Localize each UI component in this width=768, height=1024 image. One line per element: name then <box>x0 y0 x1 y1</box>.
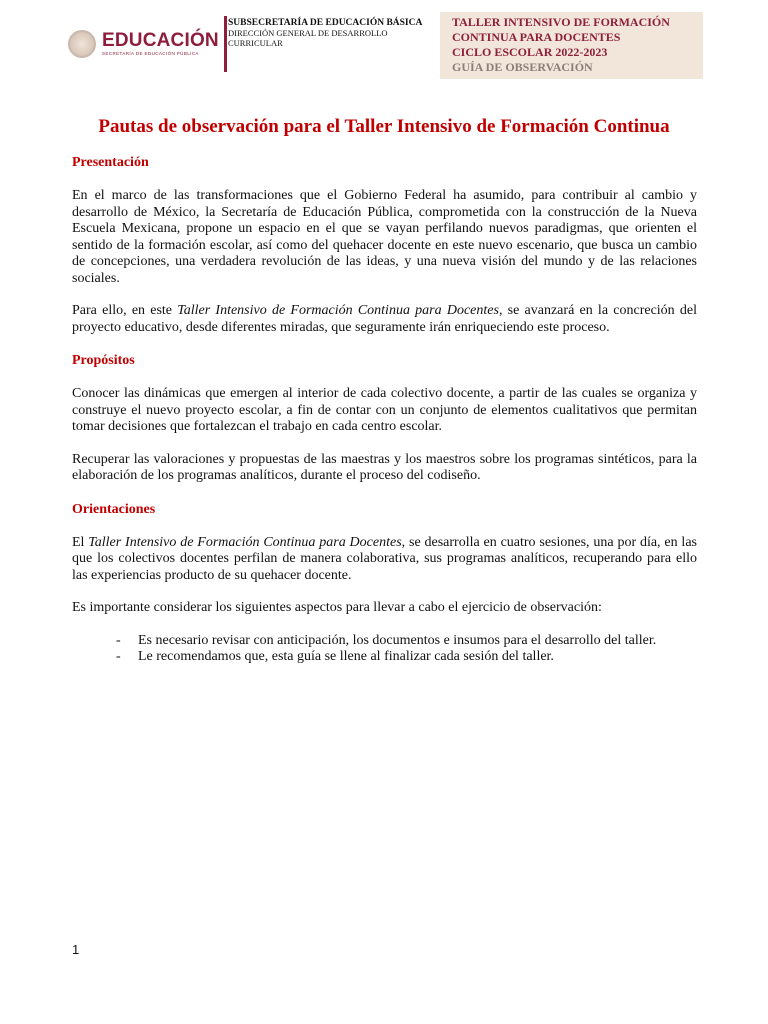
propositos-paragraph-2: Recuperar las valoraciones y propuestas de las maestras y los maestros sobre los programas sintéticos, para la elaboración de los programas analíticos, durante el proceso del codiseño. <box>72 451 697 483</box>
taller-line-3: CICLO ESCOLAR 2022-2023 <box>452 45 608 59</box>
document-title: Pautas de observación para el Taller Intensivo de Formación Continua <box>98 116 670 137</box>
presentacion-paragraph-1: En el marco de las transformaciones que el Gobierno Federal ha asumido, para contribuir al cambio y desarrollo de México, la Secretaría de Educación Pública, comprometida con la construcción de la Nueva Escuela Mexicana, propone un espacio en el que se vayan perfilando nuevos paradigmas, que orienten el sentido de la formación escolar, así como del quehacer docente en este nuevo escenario, que busca un cambio de concepciones, una verdadera revolución de las ideas, y una nueva visión del mundo y de las relaciones sociales. <box>72 188 697 286</box>
bullet-dash: - <box>116 649 121 664</box>
heading-propositos: Propósitos <box>72 353 135 368</box>
heading-presentacion: Presentación <box>72 155 149 170</box>
list-item <box>72 633 697 650</box>
p2-text-before: Para ello, en este <box>72 303 178 318</box>
o1-italic-title: Taller Intensivo de Formación Continua para Docentes <box>88 534 402 550</box>
page-number: 1 <box>72 942 80 957</box>
header-divider <box>224 16 227 72</box>
taller-line-2: CONTINUA PARA DOCENTES <box>452 30 621 44</box>
logo-subtitle: SECRETARÍA DE EDUCACIÓN PÚBLICA <box>102 51 199 56</box>
guia-label: GUÍA DE OBSERVACIÓN <box>452 60 593 74</box>
p2-text-after: , se avanzará en la concreción del proyecto educativo, desde diferentes miradas, que seguramente irán enriqueciendo este proceso. <box>72 303 697 335</box>
subsecretaria-label: SUBSECRETARÍA DE EDUCACIÓN BÁSICA <box>228 18 423 28</box>
o1-text-after: , se desarrolla en cuatro sesiones, una por día, en las que los colectivos docentes perfilan de manera colaborativa, sus programas analíticos, recuperando para ello las experiencias producto de su quehacer docente. <box>72 534 697 583</box>
p2-italic-title: Taller Intensivo de Formación Continua para Docentes <box>177 303 499 318</box>
subsecretaria-block <box>228 18 428 48</box>
direccion-label: DIRECCIÓN GENERAL DE DESARROLLO CURRICULAR <box>228 28 388 48</box>
page-header <box>0 0 768 90</box>
list-item-text: Le recomendamos que, esta guía se llene al finalizar cada sesión del taller. <box>138 649 554 664</box>
heading-orientaciones: Orientaciones <box>72 501 156 517</box>
national-seal-icon <box>68 30 96 58</box>
o1-text-before: El <box>72 534 89 550</box>
sep-logo <box>68 30 219 58</box>
logo-text <box>102 31 219 57</box>
list-item-text: Es necesario revisar con anticipación, los documentos e insumos para el desarrollo del taller. <box>138 632 657 648</box>
list-item <box>72 649 697 666</box>
taller-info-box <box>440 12 703 79</box>
bullet-dash: - <box>116 632 121 648</box>
document-body <box>72 154 697 666</box>
orientaciones-paragraph-2: Es importante considerar los siguientes aspectos para llevar a cabo el ejercicio de observación: <box>72 600 602 615</box>
propositos-paragraph-1: Conocer las dinámicas que emergen al interior de cada colectivo docente, a partir de las cuales se organiza y construye el nuevo proyecto escolar, a fin de contar con un conjunto de elementos cualitativos que permitan tomar decisiones que fortalezcan el trabajo en cada centro escolar. <box>72 386 697 434</box>
aspects-list <box>72 633 697 666</box>
taller-line-1: TALLER INTENSIVO DE FORMACIÓN <box>452 15 670 29</box>
logo-word: EDUCACIÓN <box>102 30 219 51</box>
orientaciones-paragraph-1 <box>72 535 697 585</box>
presentacion-paragraph-2 <box>72 303 697 336</box>
